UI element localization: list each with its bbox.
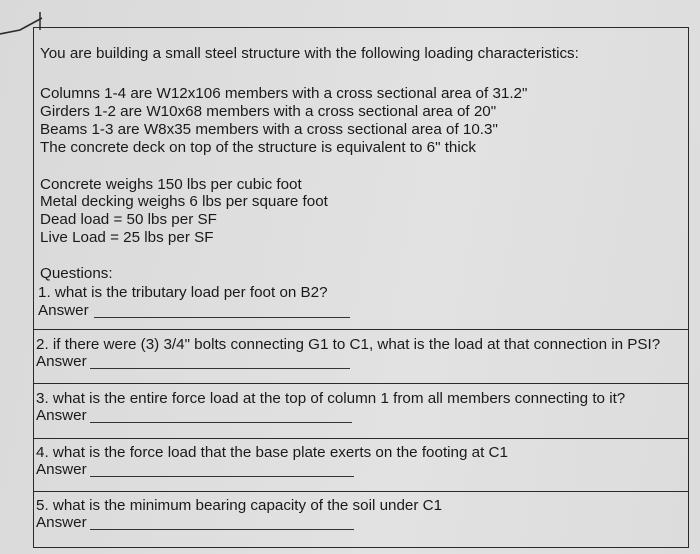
question-divider <box>34 329 688 330</box>
answer-line-1[interactable] <box>94 317 350 318</box>
question-4: 4. what is the force load that the base plate exerts on the footing at C1 <box>36 444 508 461</box>
answer-label: Answer <box>36 514 87 531</box>
load-line: Dead load = 50 lbs per SF <box>40 211 217 228</box>
questions-heading: Questions: <box>40 265 113 282</box>
answer-label: Answer <box>36 353 87 370</box>
question-divider <box>34 491 688 492</box>
load-line: Concrete weighs 150 lbs per cubic foot <box>40 176 302 193</box>
question-1: 1. what is the tributary load per foot on B2? <box>38 284 328 301</box>
question-5: 5. what is the minimum bearing capacity of the soil under C1 <box>36 497 443 514</box>
member-line: Columns 1-4 are W12x106 members with a cross sectional area of 31.2" <box>40 85 528 102</box>
load-line: Live Load = 25 lbs per SF <box>40 229 214 246</box>
answer-label: Answer <box>36 461 87 478</box>
answer-label: Answer <box>38 302 89 319</box>
answer-line-3[interactable] <box>90 422 352 423</box>
member-line: The concrete deck on top of the structure is equivalent to 6" thick <box>40 139 476 156</box>
question-2: 2. if there were (3) 3/4" bolts connecting G1 to C1, what is the load at that connection in PSI? <box>36 336 661 353</box>
answer-line-5[interactable] <box>90 529 354 530</box>
member-line: Girders 1-2 are W10x68 members with a cross sectional area of 20" <box>40 103 497 120</box>
intro-text: You are building a small steel structure with the following loading characteristics: <box>40 45 579 62</box>
member-line: Beams 1-3 are W8x35 members with a cross sectional area of 10.3" <box>40 121 498 138</box>
question-3: 3. what is the entire force load at the top of column 1 from all members connecting to it? <box>36 390 626 407</box>
answer-line-4[interactable] <box>90 476 354 477</box>
answer-line-2[interactable] <box>90 368 350 369</box>
load-line: Metal decking weighs 6 lbs per square foot <box>40 193 328 210</box>
question-divider <box>34 438 688 439</box>
answer-label: Answer <box>36 407 87 424</box>
question-divider <box>34 383 688 384</box>
